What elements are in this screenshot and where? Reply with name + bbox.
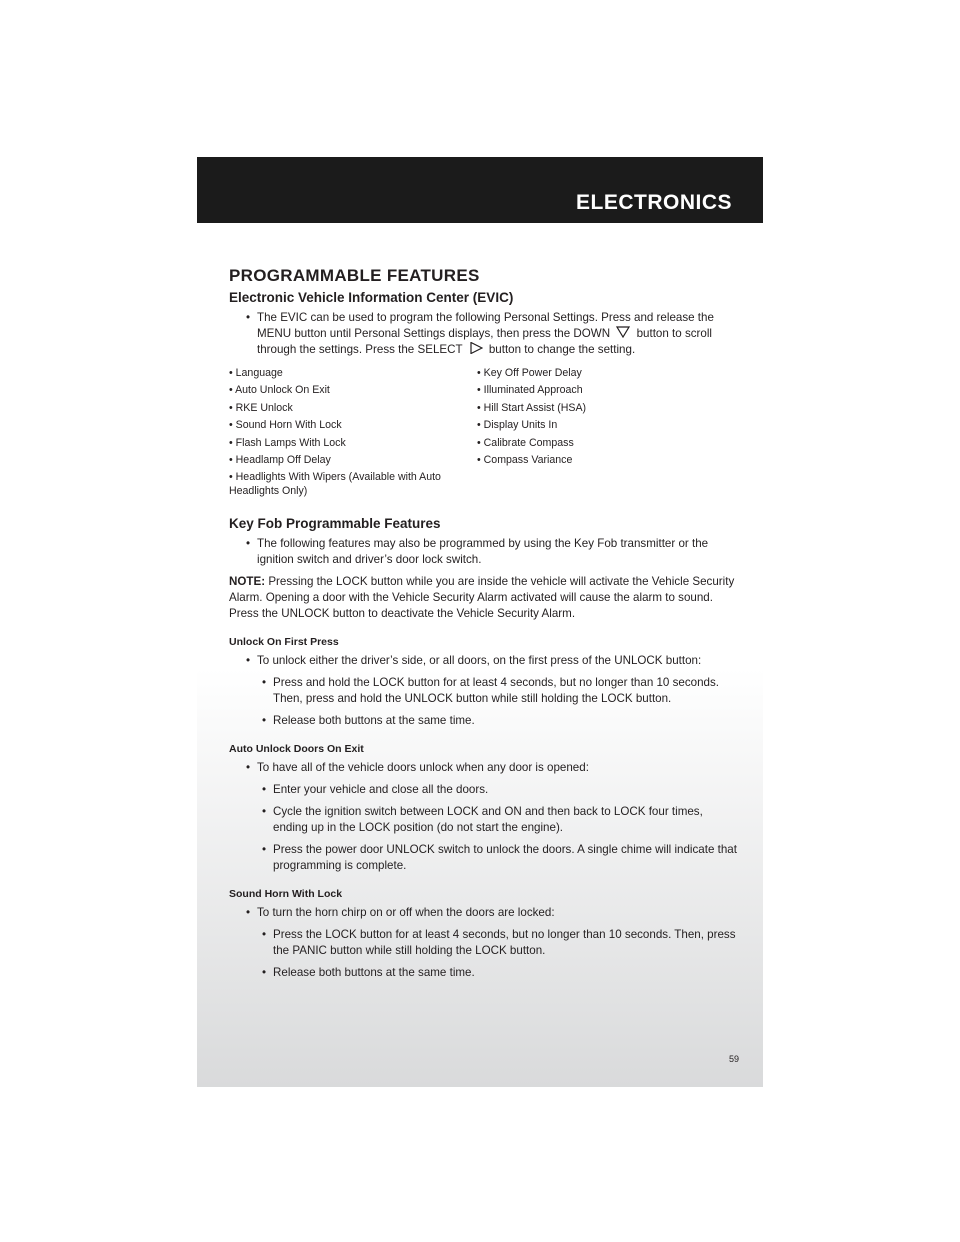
down-arrow-icon: [616, 326, 630, 338]
list-item: • Press and hold the LOCK button for at least 4 seconds, but no longer than 10 seconds. Then, press and hold the UNLOCK button while still holding the LOCK button.: [229, 675, 739, 707]
setting-item: • Key Off Power Delay: [477, 367, 582, 379]
setting-item: • Headlights With Wipers (Available with Auto Headlights Only): [229, 471, 441, 498]
list-item: • Press the LOCK button for at least 4 seconds, but no longer than 10 seconds. Then, press the PANIC button while still holding the LOCK button.: [229, 927, 739, 959]
setting-item: • Hill Start Assist (HSA): [477, 401, 587, 414]
keyfob-intro: • The following features may also be programmed by using the Key Fob transmitter or the ignition switch and driver’s door lock switch.: [229, 536, 739, 568]
setting-item: • Auto Unlock On Exit: [229, 384, 330, 397]
evic-intro: [229, 310, 739, 358]
page-title: PROGRAMMABLE FEATURES: [229, 266, 480, 285]
unlock-first-heading: Unlock On First Press: [229, 635, 339, 648]
list-item: • Release both buttons at the same time.: [229, 965, 739, 981]
keyfob-heading: Key Fob Programmable Features: [229, 515, 441, 531]
setting-item: • Illuminated Approach: [477, 384, 583, 397]
section-title: ELECTRONICS: [575, 191, 732, 214]
settings-column-right: [477, 366, 721, 502]
evic-heading: Electronic Vehicle Information Center (EVIC): [229, 290, 514, 305]
page-number: 59: [729, 1054, 740, 1064]
evic-intro-part-1: The EVIC can be used to program the following Personal Settings. Press and release the MENU button until Personal Settings displays, then press the DOWN: [257, 311, 714, 340]
list-item: • To unlock either the driver’s side, or all doors, on the first press of the UNLOCK button:: [229, 653, 739, 669]
note-paragraph: [229, 574, 739, 622]
list-item: • Cycle the ignition switch between LOCK and ON and then back to LOCK four times, ending up in the LOCK position (do not start the engine).: [229, 804, 739, 836]
list-item: • Press the power door UNLOCK switch to unlock the doors. A single chime will indicate that programming is complete.: [229, 842, 739, 874]
list-item: • Release both buttons at the same time.: [229, 713, 739, 729]
page-content: [229, 268, 739, 985]
setting-item: • RKE Unlock: [229, 401, 293, 414]
settings-column-left: [229, 366, 473, 502]
settings-list: [229, 366, 739, 502]
list-item: • Enter your vehicle and close all the doors.: [229, 782, 739, 798]
setting-item: • Language: [229, 367, 283, 379]
note-text: Pressing the LOCK button while you are inside the vehicle will activate the Vehicle Security Alarm. Opening a door with the Vehicle Security Alarm activated will cause the alarm to sound. Press the UNLOCK button to deactivate the Vehicle Security Alarm.: [229, 574, 735, 620]
setting-item: • Headlamp Off Delay: [229, 453, 331, 466]
auto-unlock-heading: Auto Unlock Doors On Exit: [229, 742, 364, 755]
setting-item: • Flash Lamps With Lock: [229, 436, 346, 449]
list-item: • To turn the horn chirp on or off when the doors are locked:: [229, 905, 739, 921]
setting-item: • Sound Horn With Lock: [229, 419, 342, 432]
sound-horn-heading: Sound Horn With Lock: [229, 887, 343, 900]
list-item: • To have all of the vehicle doors unlock when any door is opened:: [229, 760, 739, 776]
evic-intro-part-3: button to change the setting.: [488, 343, 636, 356]
setting-item: • Compass Variance: [477, 453, 573, 466]
setting-item: • Display Units In: [477, 419, 558, 432]
right-arrow-icon: [469, 342, 483, 354]
note-label: NOTE:: [229, 574, 266, 588]
evic-intro-part-2: button to scroll through the settings. Press the SELECT: [257, 327, 712, 356]
setting-item: • Calibrate Compass: [477, 436, 574, 449]
